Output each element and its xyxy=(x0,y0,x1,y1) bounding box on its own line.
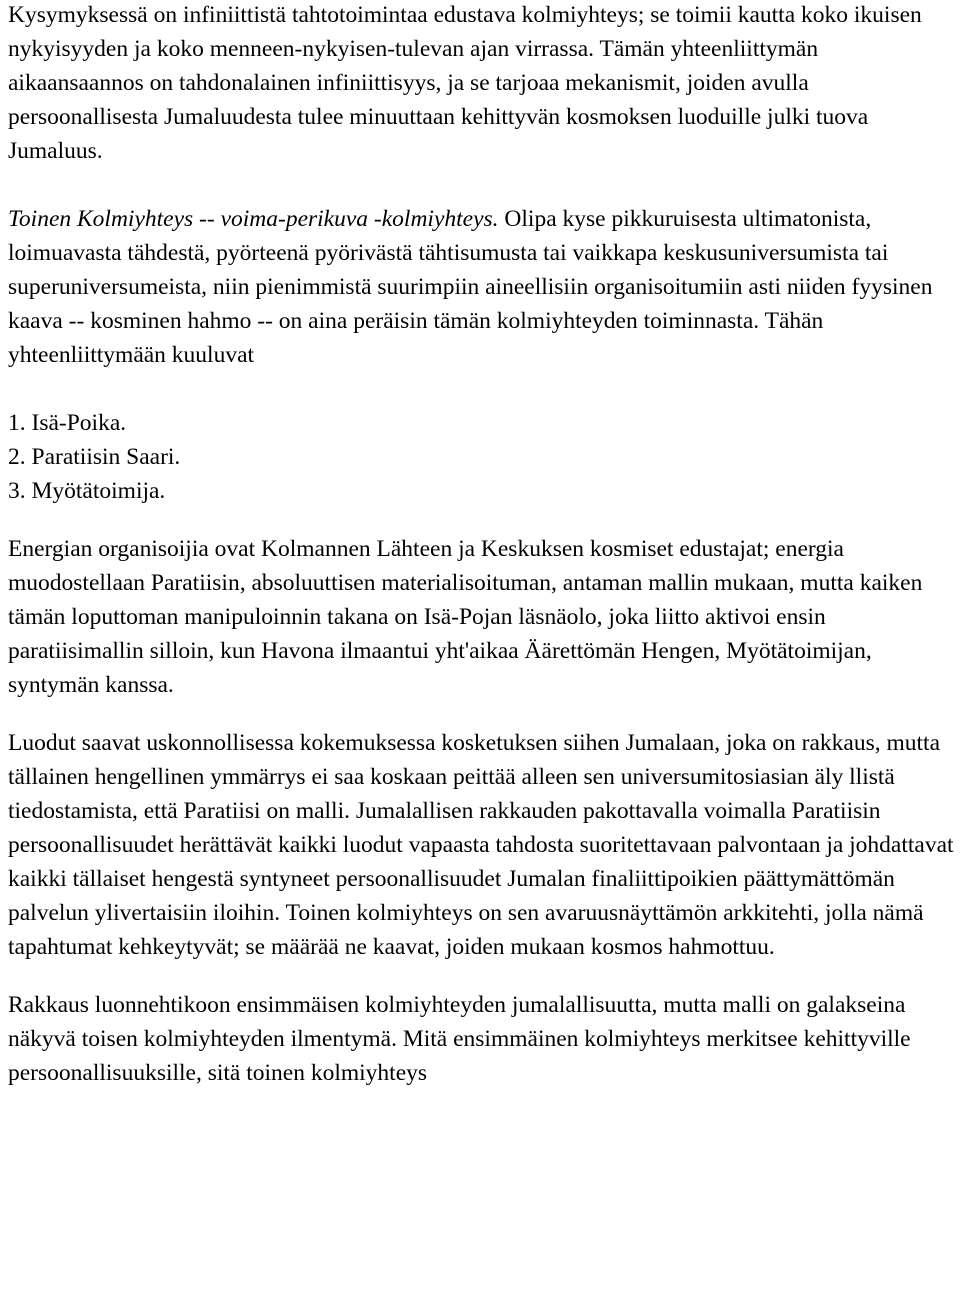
paragraph-intro: Kysymyksessä on infiniittistä tahtotoimintaa edustava kolmiyhteys; se toimii kautta koko ikuisen nykyisyyden ja koko menneen-nykyisen-tulevan ajan virrassa. Tämän yhteenliittymän aikaansaannos on tahdonalainen infiniittisyys, ja se tarjoaa mekanismit, joiden avulla persoonallisesta Jumaluudesta tulee minuuttaan kehittyvän kosmoksen luoduille julki tuova Jumaluus. xyxy=(8,2,922,164)
list-item: 1. Isä-Poika. xyxy=(8,410,127,436)
second-trinity-body: Olipa kyse pikkuruisesta ultimatonista, loimuavasta tähdestä, pyörteenä pyörivästä tähtisumusta tai vaikkapa keskusuniversumista tai superuniversumeista, niin pienimmistä suurimpiin aineellisiin organisoitumiin asti niiden fyysinen kaava -- kosminen hahmo -- on aina peräisin tämän kolmiyhteyden toiminnasta. Tähän yhteenliittymään kuuluvat xyxy=(8,206,933,368)
list-item: 2. Paratiisin Saari. xyxy=(8,444,181,470)
paragraph-love-and-pattern: Rakkaus luonnehtikoon ensimmäisen kolmiyhteyden jumalallisuutta, mutta malli on galakseina näkyvä toisen kolmiyhteyden ilmentymä. Mitä ensimmäinen kolmiyhteys merkitsee kehittyville persoonallisuuksille, sitä toinen kolmiyhteys xyxy=(8,992,911,1086)
paragraph-energy-organizers: Energian organisoijia ovat Kolmannen Lähteen ja Keskuksen kosmiset edustajat; energia muodostellaan Paratiisin, absoluuttisen materialisoituman, antaman mallin mukaan, mutta kaiken tämän loputtoman manipuloinnin takana on Isä-Pojan läsnäolo, joka liitto aktivoi ensin paratiisimallin silloin, kun Havona ilmaantui yht'aikaa Äärettömän Hengen, Myötätoimijan, syntymän kanssa. xyxy=(8,536,923,698)
paragraph-second-trinity xyxy=(8,202,958,372)
second-trinity-heading: Toinen Kolmiyhteys -- voima-perikuva -kolmiyhteys. xyxy=(8,206,499,232)
document-page xyxy=(8,0,958,1090)
trinity-member-list xyxy=(8,406,958,508)
paragraph-religious-experience: Luodut saavat uskonnollisessa kokemuksessa kosketuksen siihen Jumalaan, joka on rakkaus, mutta tällainen hengellinen ymmärrys ei saa koskaan peittää alleen sen universumitosiasian äly llistä tiedostamista, että Paratiisi on malli. Jumalallisen rakkauden pakottavalla voimalla Paratiisin persoonallisuudet herättävät kaikki luodut vapaasta tahdosta suoritettavaan palvontaan ja johdattavat kaikki tällaiset hengestä syntyneet persoonallisuudet Jumalan finaliittipoikien päättymättömän palvelun ylivertaisiin iloihin. Toinen kolmiyhteys on sen avaruusnäyttämön arkkitehti, jolla nämä tapahtumat kehkeytyvät; se määrää ne kaavat, joiden mukaan kosmos hahmottuu. xyxy=(8,730,954,960)
list-item: 3. Myötätoimija. xyxy=(8,478,166,504)
